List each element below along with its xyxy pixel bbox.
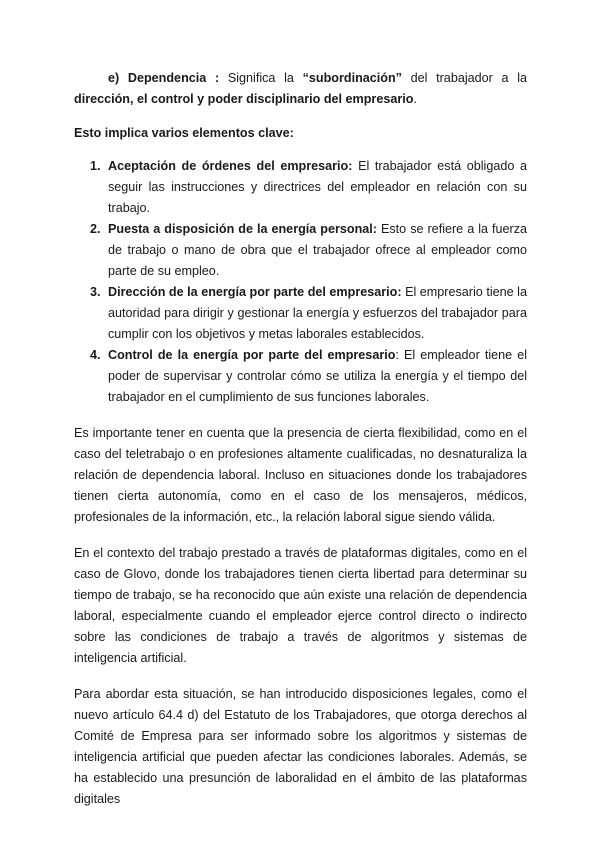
intro-text-3: . (413, 92, 417, 106)
list-item-title: Control de la energía por parte del empresario (108, 348, 396, 362)
dependencia-label: e) Dependencia : (108, 71, 220, 85)
list-item (90, 345, 528, 408)
elements-heading (74, 123, 527, 144)
key-elements-list (74, 156, 527, 408)
list-item-text: El empresario tiene la autoridad para dirigir y gestionar la energía y esfuerzos del trabajador para cumplir con los objetivos y metas laborales establecidos. (108, 285, 527, 341)
list-item-text: El trabajador está obligado a seguir las instrucciones y directrices del empleador en relación con su trabajo. (108, 159, 527, 215)
intro-text-1: Significa la (219, 71, 303, 85)
list-item-number: 4. (90, 348, 101, 362)
list-item-number: 1. (90, 159, 101, 173)
legal-provisions-paragraph: Para abordar esta situación, se han introducido disposiciones legales, como el nuevo artículo 64.4 d) del Estatuto de los Trabajadores, que otorga derechos al Comité de Empresa para ser informado sobre los algoritmos y sistemas de inteligencia artificial que pueden afectar las condiciones laborales. Además, se ha establecido una presunción de laboralidad en el ámbito de las plataformas digitales (74, 687, 527, 806)
list-item-title: Aceptación de órdenes del empresario: (108, 159, 353, 173)
intro-text-2: del trabajador a la (401, 71, 527, 85)
direccion-control-term: dirección, el control y poder disciplinario del empresario (74, 92, 414, 106)
list-item-text: : El empleador tiene el poder de supervisar y controlar cómo se utiliza la energía y el tiempo del trabajador en el cumplimiento de sus funciones laborales. (108, 348, 528, 404)
flexibility-paragraph: Es importante tener en cuenta que la presencia de cierta flexibilidad, como en el caso del teletrabajo o en profesiones altamente cualificadas, no desnaturaliza la relación de dependencia laboral. Incluso en situaciones donde los trabajadores tienen cierta autonomía, como en el caso de los mensajeros, médicos, profesionales de la información, etc., la relación laboral sigue siendo válida. (74, 426, 527, 524)
list-item-number: 3. (90, 285, 101, 299)
list-item (90, 282, 527, 345)
list-item-text: Esto se refiere a la fuerza de trabajo o mano de obra que el trabajador ofrece al empleador como parte de su empleo. (108, 222, 528, 278)
list-item-title: Dirección de la energía por parte del empresario: (108, 285, 402, 299)
digital-platforms-paragraph: En el contexto del trabajo prestado a través de plataformas digitales, como en el caso de Glovo, donde los trabajadores tienen cierta libertad para determinar su tiempo de trabajo, se ha reconocido que aún existe una relación de dependencia laboral, especialmente cuando el empleador ejerce control directo o indirecto sobre las condiciones de trabajo a través de algoritmos y sistemas de inteligencia artificial. (74, 546, 527, 665)
subordinacion-term: “subordinación” (302, 71, 402, 85)
dependencia-definition (74, 68, 527, 110)
list-item (90, 219, 528, 282)
list-item (90, 156, 527, 219)
list-item-number: 2. (90, 222, 101, 236)
elements-heading-text: Esto implica varios elementos clave: (74, 126, 294, 140)
list-item-title: Puesta a disposición de la energía personal: (108, 222, 377, 236)
